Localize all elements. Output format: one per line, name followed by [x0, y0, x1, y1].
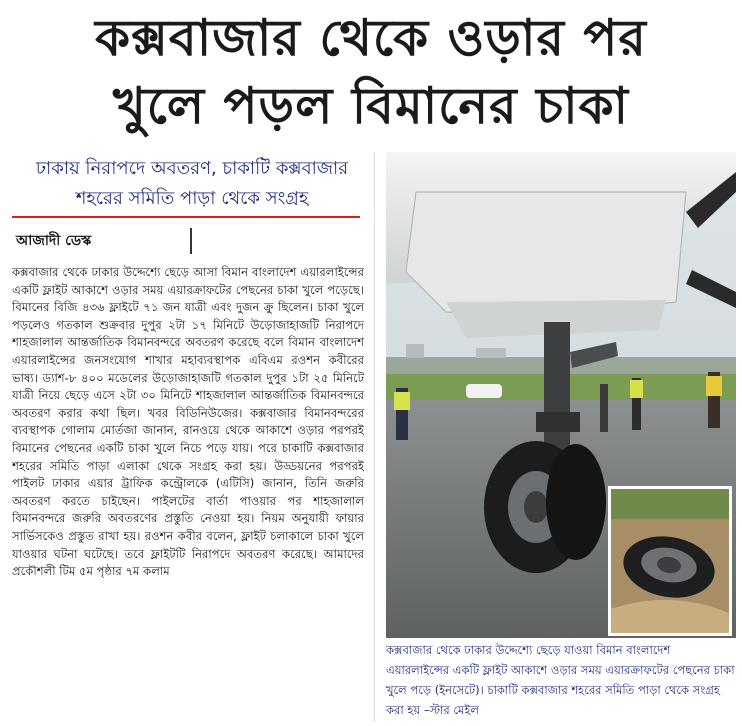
article-paragraph: কক্সবাজার থেকে ঢাকার উদ্দেশ্যে ছেড়ে আসা বিমান বাংলাদেশ এয়ারলাইন্সের একটি ফ্লাইট আকাশে ওড়ার সময় এয়ারক্রাফটের পেছনের চাকা খুলে পড়েছে। বিমানের বিজি ৪৩৬ ফ্লাইটে ৭১ জন যাত্রী এবং দুজন ক্রু ছিলেন। চাকা খুলে পড়লেও গতকাল শুক্রবার দুপুর ২টা ১৭ মিনিটে উড়োজাহাজটি নিরাপদে শাহজালাল আন্তর্জাতিক বিমানবন্দরে অবতরণ করেছে বলে বিমান বাংলাদেশ এয়ারলাইন্সের জনসংযোগ শাখার মহাব্যবস্থাপক এবিএম রওশন কবীরের ভাষ্য। ড্যাশ-৮ ৪০০ মডেলের উড়োজাহাজটি গতকাল দুপুর ১টা ২৫ মিনিটে যাত্রী নিয়ে ছেড়ে এসে ২টা ৩০ মিনিটে শাহজালাল আন্তর্জাতিক বিমানবন্দরে অবতরণ করার কথা ছিল। খবর বিডিনিউজের। কক্সবাজার বিমানবন্দরের ব্যবস্থাপক গোলাম মোর্তজা জানান, রানওয়ে থেকে আকাশে ওড়ার পরপরই বিমানের পেছনের একটি চাকা খুলে নিচে পড়ে যায়। পরে চাকাটি কক্সবাজার শহরের সমিতি পাড়া এলাকা থেকে সংগ্রহ করা হয়। উড্ডয়নের পরপরই পাইলট ঢাকার এয়ার ট্রাফিক কন্ট্রোলকে (এটিসি) জানান, তিনি জরুরি অবতরণ করতে চাইছেন। পাইলটের বার্তা পাওয়ার পর শাহজালাল বিমানবন্দরে জরুরি অবতরণের প্রস্তুতি নেওয়া হয়। নিয়ম অনুযায়ী ফায়ার সার্ভিসকেও প্রস্তুত রাখা হয়। রওশন কবীর বলেন, ফ্লাইট চলাকালে চাকা খুলে যাওয়ার ঘটনা ঘটেছে। তবে ফ্লাইটটি নিরাপদে অবতরণ করেছে। আমাদের প্রকৌশলী টিম ৫ম পৃষ্ঠার ৭ম কলাম	[12, 265, 364, 579]
subheadline: ঢাকায় নিরাপদে অবতরণ, চাকাটি কক্সবাজার শহরের সমিতি পাড়া থেকে সংগ্রহ	[35, 158, 349, 209]
inset-photo	[608, 486, 732, 636]
byline: আজাদী ডেস্ক	[12, 228, 192, 254]
subhead-divider	[12, 216, 360, 218]
photo-caption: কক্সবাজার থেকে ঢাকার উদ্দেশ্যে ছেড়ে যাওয়া বিমান বাংলাদেশ এয়ারলাইন্সের একটি ফ্লাইট আকাশে ওড়ার সময় এয়ারক্রাফটের পেছনের চাকা খুলে পড়ে (ইনসেটে)। চাকাটি কক্সবাজার শহরের সমিতি পাড়া থেকে সংগ্রহ করা হয় –স্টার মেইল	[386, 643, 735, 717]
article-body	[12, 264, 364, 722]
headline	[0, 4, 742, 140]
detached-wheel-photo	[611, 489, 729, 633]
column-divider	[374, 152, 375, 722]
headline-line-1: কক্সবাজার থেকে ওড়ার পর	[95, 9, 647, 67]
headline-line-2: খুলে পড়ল বিমানের চাকা	[112, 77, 630, 135]
